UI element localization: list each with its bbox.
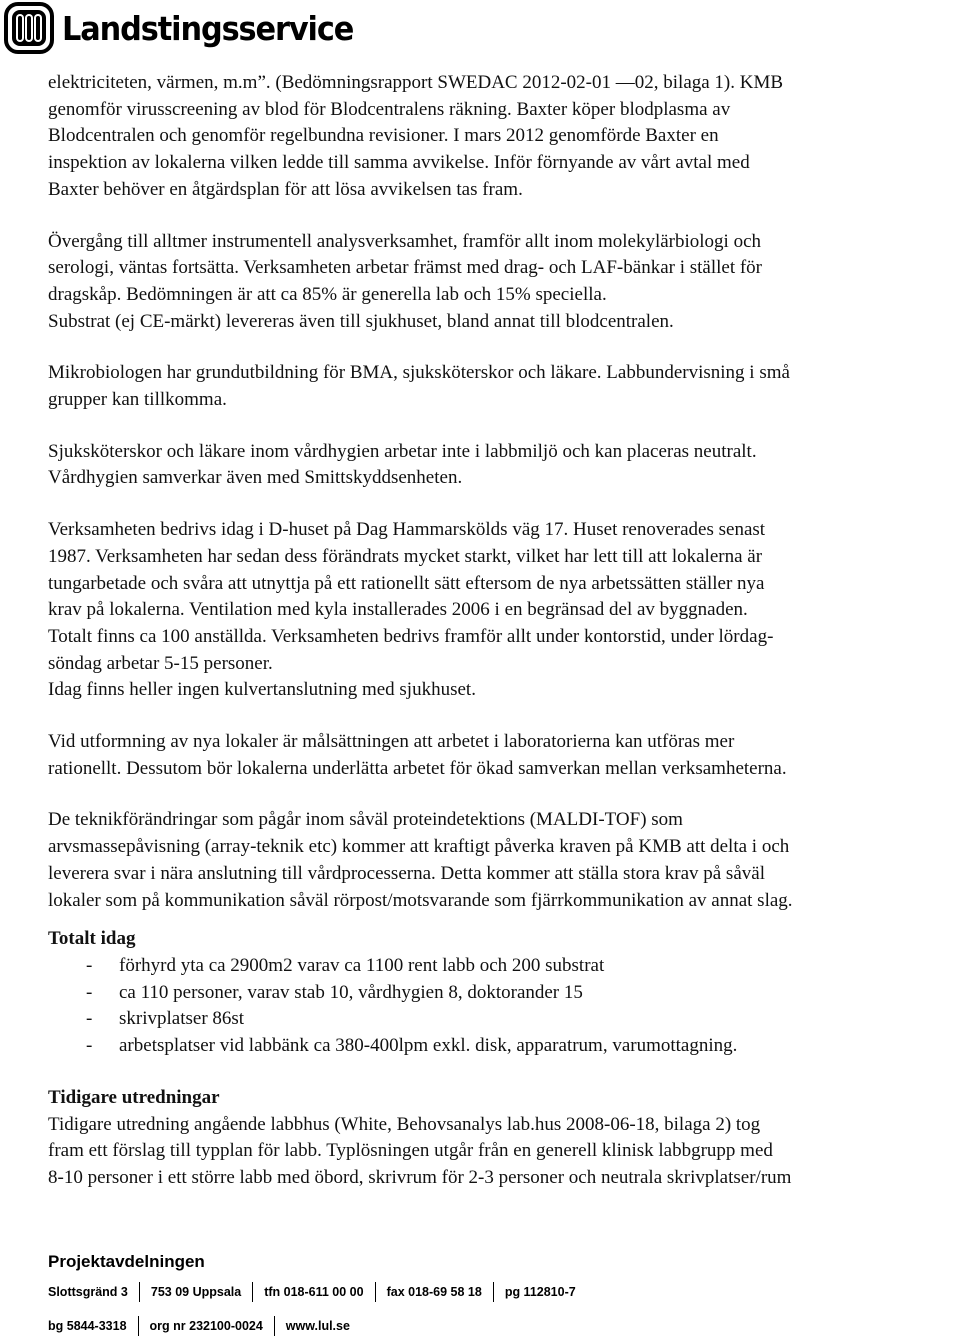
text-line: genomför virusscreening av blod för Blodcentralens räkning. Baxter köper blodplasma av: [48, 98, 731, 120]
text-line: inspektion av lokalerna vilken ledde till samma avvikelse. Inför förnyande av vårt avtal med: [48, 152, 750, 174]
text-line: Baxter behöver en åtgärdsplan för att lösa avvikelsen tas fram.: [48, 178, 523, 200]
text-line: grupper kan tillkomma.: [48, 389, 227, 411]
footer-phone: tfn 018-611 00 00: [264, 1285, 364, 1299]
footer-bg: bg 5844-3318: [48, 1319, 127, 1333]
text-line: lokaler som på kommunikation såväl rörpost/motsvarande som fjärrkommunikation av annat slag.: [48, 889, 793, 911]
footer-fax: fax 018-69 58 18: [386, 1285, 482, 1299]
paragraph-instrumentation: [48, 229, 960, 336]
footer-contact-row: [48, 1282, 576, 1302]
text-line: krav på lokalerna. Ventilation med kyla installerades 2006 i en begränsad del av byggnaden.: [48, 599, 748, 621]
paragraph-technology: [48, 807, 960, 914]
text-line: Verksamheten bedrivs idag i D-huset på Dag Hammarskölds väg 17. Huset renoverades senast: [48, 519, 766, 541]
paragraph-goals: [48, 729, 960, 782]
footer-address: Slottsgränd 3: [48, 1285, 128, 1299]
list-item: - arbetsplatser vid labbänk ca 380-400lpm exkl. disk, apparatrum, varumottagning.: [86, 1035, 738, 1057]
text-line: Sjuksköterskor och läkare inom vårdhygien arbetar inte i labbmiljö och kan placeras neutralt.: [48, 440, 757, 462]
footer-website-link[interactable]: www.lul.se: [285, 1319, 350, 1333]
text-line: 8-10 personer i ett större labb med öbord, skrivrum för 2-3 personer och neutrala skrivplatser/rum: [48, 1166, 792, 1188]
text-line: tungarbetade och svåra att utnyttja på ett rationellt sätt eftersom de nya arbetssätten ställer nya: [48, 572, 765, 594]
list-item: - förhyrd yta ca 2900m2 varav ca 1100 rent labb och 200 substrat: [86, 954, 605, 976]
footer-org: org nr 232100-0024: [149, 1319, 263, 1333]
heading-tidigare-utredningar: Tidigare utredningar: [48, 1086, 220, 1108]
document-body: [48, 70, 960, 1192]
text-line: Vid utformning av nya lokaler är målsättningen att arbetet i laboratorierna kan utföras mer: [48, 731, 735, 753]
text-line: Blodcentralen och genomför regelbundna revisioner. I mars 2012 genomförde Baxter en: [48, 125, 719, 147]
logo-text: Landstingsservice: [62, 8, 354, 48]
logo-emblem-icon: [4, 2, 54, 54]
paragraph-hygiene: [48, 439, 960, 492]
text-line: Övergång till alltmer instrumentell analysverksamhet, framför allt inom molekylärbiologi och: [48, 230, 762, 252]
text-line: Mikrobiologen har grundutbildning för BMA, sjuksköterskor och läkare. Labbundervisning i små: [48, 362, 790, 384]
footer-separator: [252, 1282, 253, 1302]
footer-pg: pg 112810-7: [504, 1285, 576, 1299]
text-line: Idag finns heller ingen kulvertanslutning med sjukhuset.: [48, 679, 476, 701]
footer-separator: [139, 1282, 140, 1302]
list-item: - ca 110 personer, varav stab 10, vårdhygien 8, doktorander 15: [86, 981, 583, 1003]
footer-postal: 753 09 Uppsala: [150, 1285, 242, 1299]
text-line: fram ett förslag till typplan för labb. Typlösningen utgår från en generell klinisk labbgrupp med: [48, 1140, 773, 1162]
text-line: Tidigare utredning angående labbhus (White, Behovsanalys lab.hus 2008-06-18, bilaga 2) tog: [48, 1113, 761, 1135]
text-line: 1987. Verksamheten har sedan dess förändrats mycket starkt, vilket har lett till att lokalerna är: [48, 545, 763, 567]
text-line: De teknikförändringar som pågår inom såväl proteindetektions (MALDI-TOF) som: [48, 809, 683, 831]
paragraph-building: [48, 517, 960, 704]
text-line: dragskåp. Bedömningen är att ca 85% är generella lab och 15% speciella.: [48, 283, 607, 305]
paragraph-baxter: [48, 70, 960, 204]
text-line: rationellt. Dessutom bör lokalerna underlätta arbetet för ökad samverkan mellan verksamheterna.: [48, 757, 787, 779]
paragraph-previous-studies: [48, 1112, 960, 1192]
footer-separator: [493, 1282, 494, 1302]
text-line: leverera svar i nära anslutning till vårdprocesserna. Detta kommer att ställa stora krav på såväl: [48, 862, 765, 884]
page-footer: [48, 1252, 576, 1336]
footer-separator: [274, 1316, 275, 1336]
footer-separator: [375, 1282, 376, 1302]
list-item: - skrivplatser 86st: [86, 1008, 245, 1030]
footer-registry-row: [48, 1316, 576, 1336]
footer-separator: [138, 1316, 139, 1336]
text-line: Vårdhygien samverkar även med Smittskyddsenheten.: [48, 467, 463, 489]
text-line: Totalt finns ca 100 anställda. Verksamheten bedrivs framför allt under kontorstid, under lördag-: [48, 625, 774, 647]
text-line: serologi, väntas fortsätta. Verksamheten arbetar främst med drag- och LAF-bänkar i stället för: [48, 257, 763, 279]
text-line: arvsmassepåvisning (array-teknik etc) kommer att kraftigt påverka kraven på KMB att delta i och: [48, 836, 790, 858]
header-logo: [4, 2, 379, 54]
text-line: elektriciteten, värmen, m.m”. (Bedömningsrapport SWEDAC 2012-02-01 —02, bilaga 1). KMB: [48, 72, 784, 93]
paragraph-education: [48, 360, 960, 413]
totalt-idag-list: [48, 953, 960, 1060]
footer-department: Projektavdelningen: [48, 1252, 205, 1271]
text-line: Substrat (ej CE-märkt) levereras även till sjukhuset, bland annat till blodcentralen.: [48, 310, 674, 332]
text-line: söndag arbetar 5-15 personer.: [48, 652, 273, 674]
heading-totalt-idag: Totalt idag: [48, 928, 136, 950]
